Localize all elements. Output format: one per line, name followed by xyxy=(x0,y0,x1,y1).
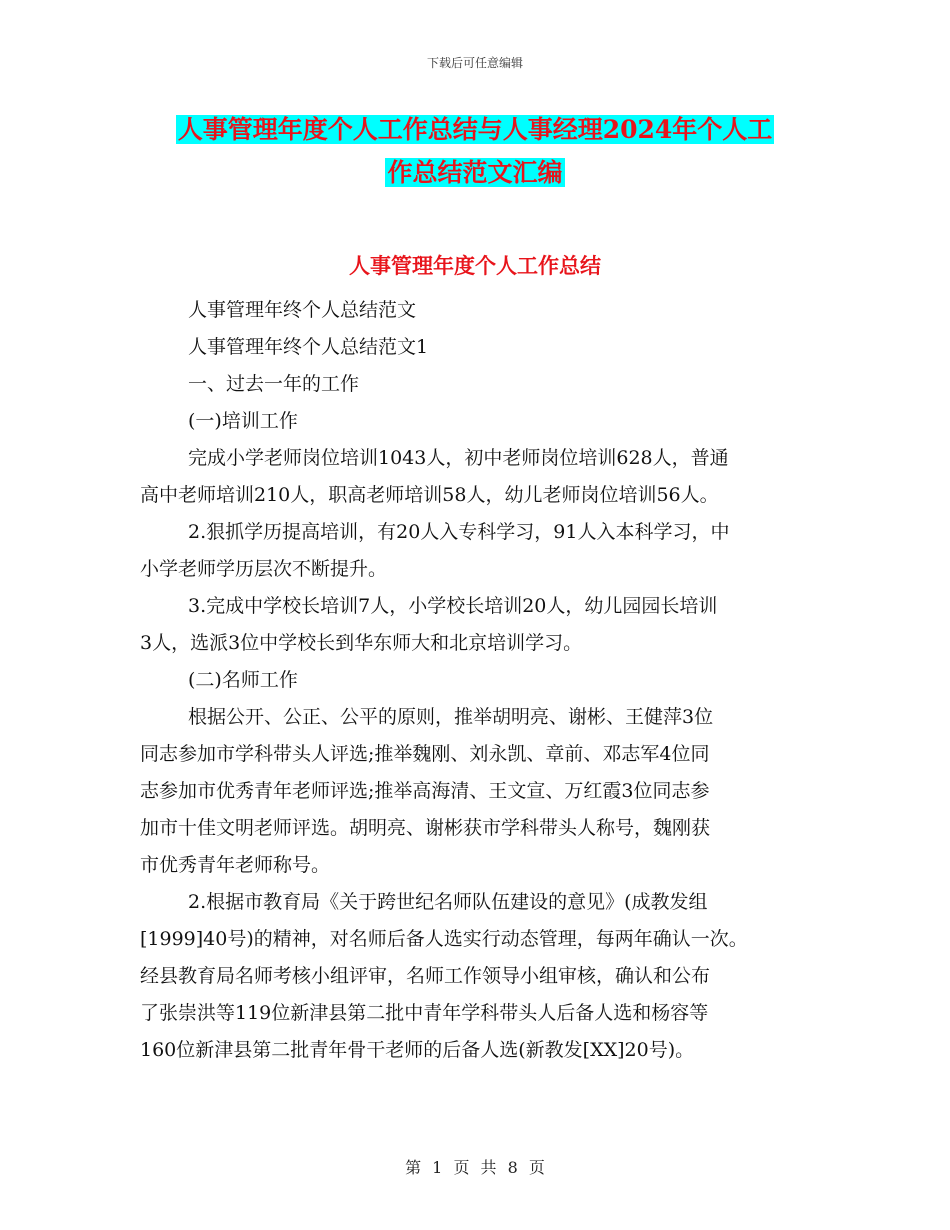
text-line: 小学老师学历层次不断提升。 xyxy=(140,558,388,580)
text-line: 一、过去一年的工作 xyxy=(188,373,360,395)
document-title-line-2-text: 作总结范文汇编 xyxy=(387,158,563,187)
text-line: (二)名师工作 xyxy=(188,669,298,691)
text-line: 完成小学老师岗位培训1043人，初中老师岗位培训628人，普通 xyxy=(188,447,729,469)
document-title-line-1 xyxy=(0,113,950,147)
text-line: (一)培训工作 xyxy=(188,410,298,432)
document-body xyxy=(140,292,820,1069)
text-line: 人事管理年终个人总结范文1 xyxy=(188,336,429,358)
text-line: 经县教育局名师考核小组评审，名师工作领导小组审核，确认和公布 xyxy=(140,965,711,987)
text-line: 根据公开、公正、公平的原则，推举胡明亮、谢彬、王健萍3位 xyxy=(188,706,714,728)
page-footer: 第 1 页 共 8 页 xyxy=(405,1158,545,1177)
text-line: 2.狠抓学历提高培训，有20人入专科学习，91人入本科学习，中 xyxy=(188,521,730,543)
text-line: 市优秀青年老师称号。 xyxy=(140,854,331,876)
document-title-line-1-text: 人事管理年度个人工作总结与人事经理2024年个人工 xyxy=(177,115,773,144)
text-line: 3.完成中学校长培训7人，小学校长培训20人，幼儿园园长培训 xyxy=(188,595,718,617)
text-line: 志参加市优秀青年老师评选;推举高海清、王文宣、万红霞3位同志参 xyxy=(140,780,710,802)
document-title-line-2 xyxy=(0,156,950,190)
text-line: 加市十佳文明老师评选。胡明亮、谢彬获市学科带头人称号，魏刚获 xyxy=(140,817,711,839)
text-line: 人事管理年终个人总结范文 xyxy=(188,299,417,321)
text-line: 3人，选派3位中学校长到华东师大和北京培训学习。 xyxy=(140,632,583,654)
text-line: 同志参加市学科带头人评选;推举魏刚、刘永凯、章前、邓志军4位同 xyxy=(140,743,710,765)
text-line: 160位新津县第二批青年骨干老师的后备人选(新教发[XX]20号)。 xyxy=(140,1039,695,1061)
text-line: 2.根据市教育局《关于跨世纪名师队伍建设的意见》(成教发组 xyxy=(188,891,708,913)
section-title: 人事管理年度个人工作总结 xyxy=(349,253,601,278)
header-note: 下载后可任意编辑 xyxy=(426,56,523,70)
text-line: 高中老师培训210人，职高老师培训58人，幼儿老师岗位培训56人。 xyxy=(140,484,719,506)
text-line: [1999]40号)的精神，对名师后备人选实行动态管理，每两年确认一次。 xyxy=(140,928,748,950)
text-line: 了张崇洪等119位新津县第二批中青年学科带头人后备人选和杨容等 xyxy=(140,1002,709,1024)
